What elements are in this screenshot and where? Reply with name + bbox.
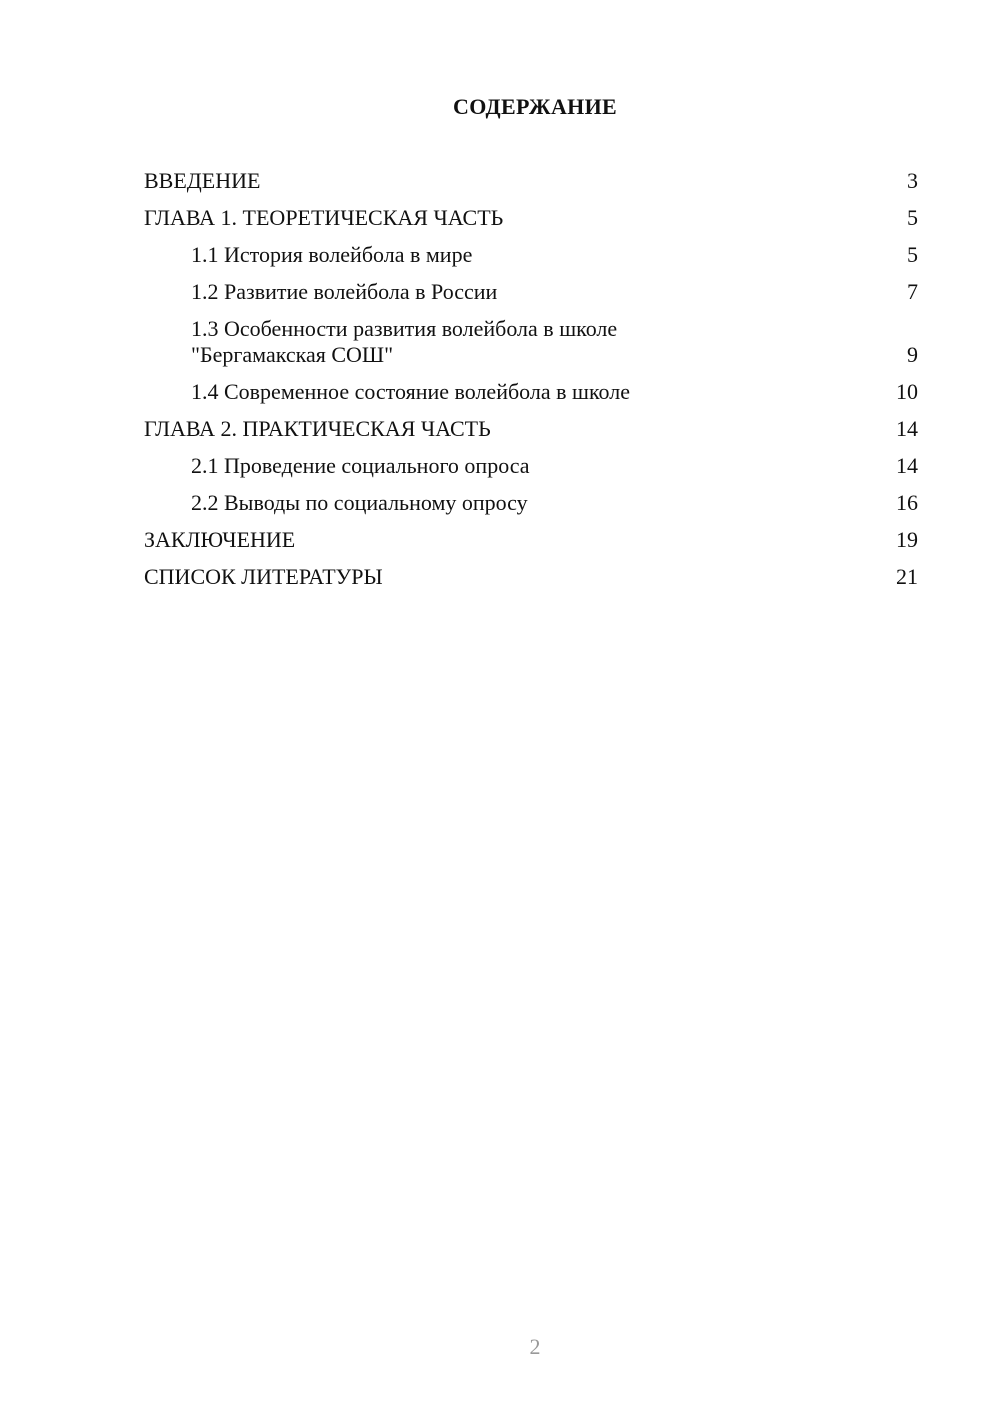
- toc-entry-page: 5: [907, 205, 918, 230]
- toc-entry-title: ГЛАВА 2. ПРАКТИЧЕСКАЯ ЧАСТЬ: [144, 416, 491, 441]
- toc-entry: [144, 564, 918, 590]
- toc-entry-page: 9: [907, 342, 918, 367]
- toc-entry-title: ГЛАВА 1. ТЕОРЕТИЧЕСКАЯ ЧАСТЬ: [144, 205, 504, 230]
- toc-entry: [144, 316, 918, 368]
- toc-entry: [144, 379, 918, 405]
- toc-entry-title: 2.1 Проведение социального опроса: [191, 453, 530, 478]
- toc-entry-page: 16: [896, 490, 918, 515]
- toc-entry-title: 1.4 Современное состояние волейбола в школе: [191, 379, 630, 404]
- toc-entry-title: 1.2 Развитие волейбола в России: [191, 279, 498, 304]
- table-of-contents: [144, 168, 918, 601]
- toc-entry: [144, 279, 918, 305]
- toc-entry-title: ВВЕДЕНИЕ: [144, 168, 261, 193]
- toc-entry: [144, 490, 918, 516]
- toc-entry: [144, 205, 918, 231]
- toc-entry-page: 14: [896, 416, 918, 441]
- toc-entry: [144, 453, 918, 479]
- toc-entry-title: ЗАКЛЮЧЕНИЕ: [144, 527, 296, 552]
- toc-entry-title: 1.3 Особенности развития волейбола в школе "Бергамакская СОШ": [191, 316, 618, 367]
- toc-entry-page: 3: [907, 168, 918, 193]
- toc-entry: [144, 242, 918, 268]
- toc-entry: [144, 168, 918, 194]
- toc-entry-title: СПИСОК ЛИТЕРАТУРЫ: [144, 564, 383, 589]
- toc-entry-title: 1.1 История волейбола в мире: [191, 242, 473, 267]
- toc-entry-page: 21: [896, 564, 918, 589]
- toc-entry-title: 2.2 Выводы по социальному опросу: [191, 490, 528, 515]
- toc-entry: [144, 416, 918, 442]
- toc-entry-page: 10: [896, 379, 918, 404]
- toc-entry-page: 19: [896, 527, 918, 552]
- toc-entry: [144, 527, 918, 553]
- toc-entry-page: 7: [907, 279, 918, 304]
- page-title: СОДЕРЖАНИЕ: [453, 94, 617, 119]
- toc-entry-page: 14: [896, 453, 918, 478]
- toc-entry-page: 5: [907, 242, 918, 267]
- page-number: 2: [529, 1334, 541, 1359]
